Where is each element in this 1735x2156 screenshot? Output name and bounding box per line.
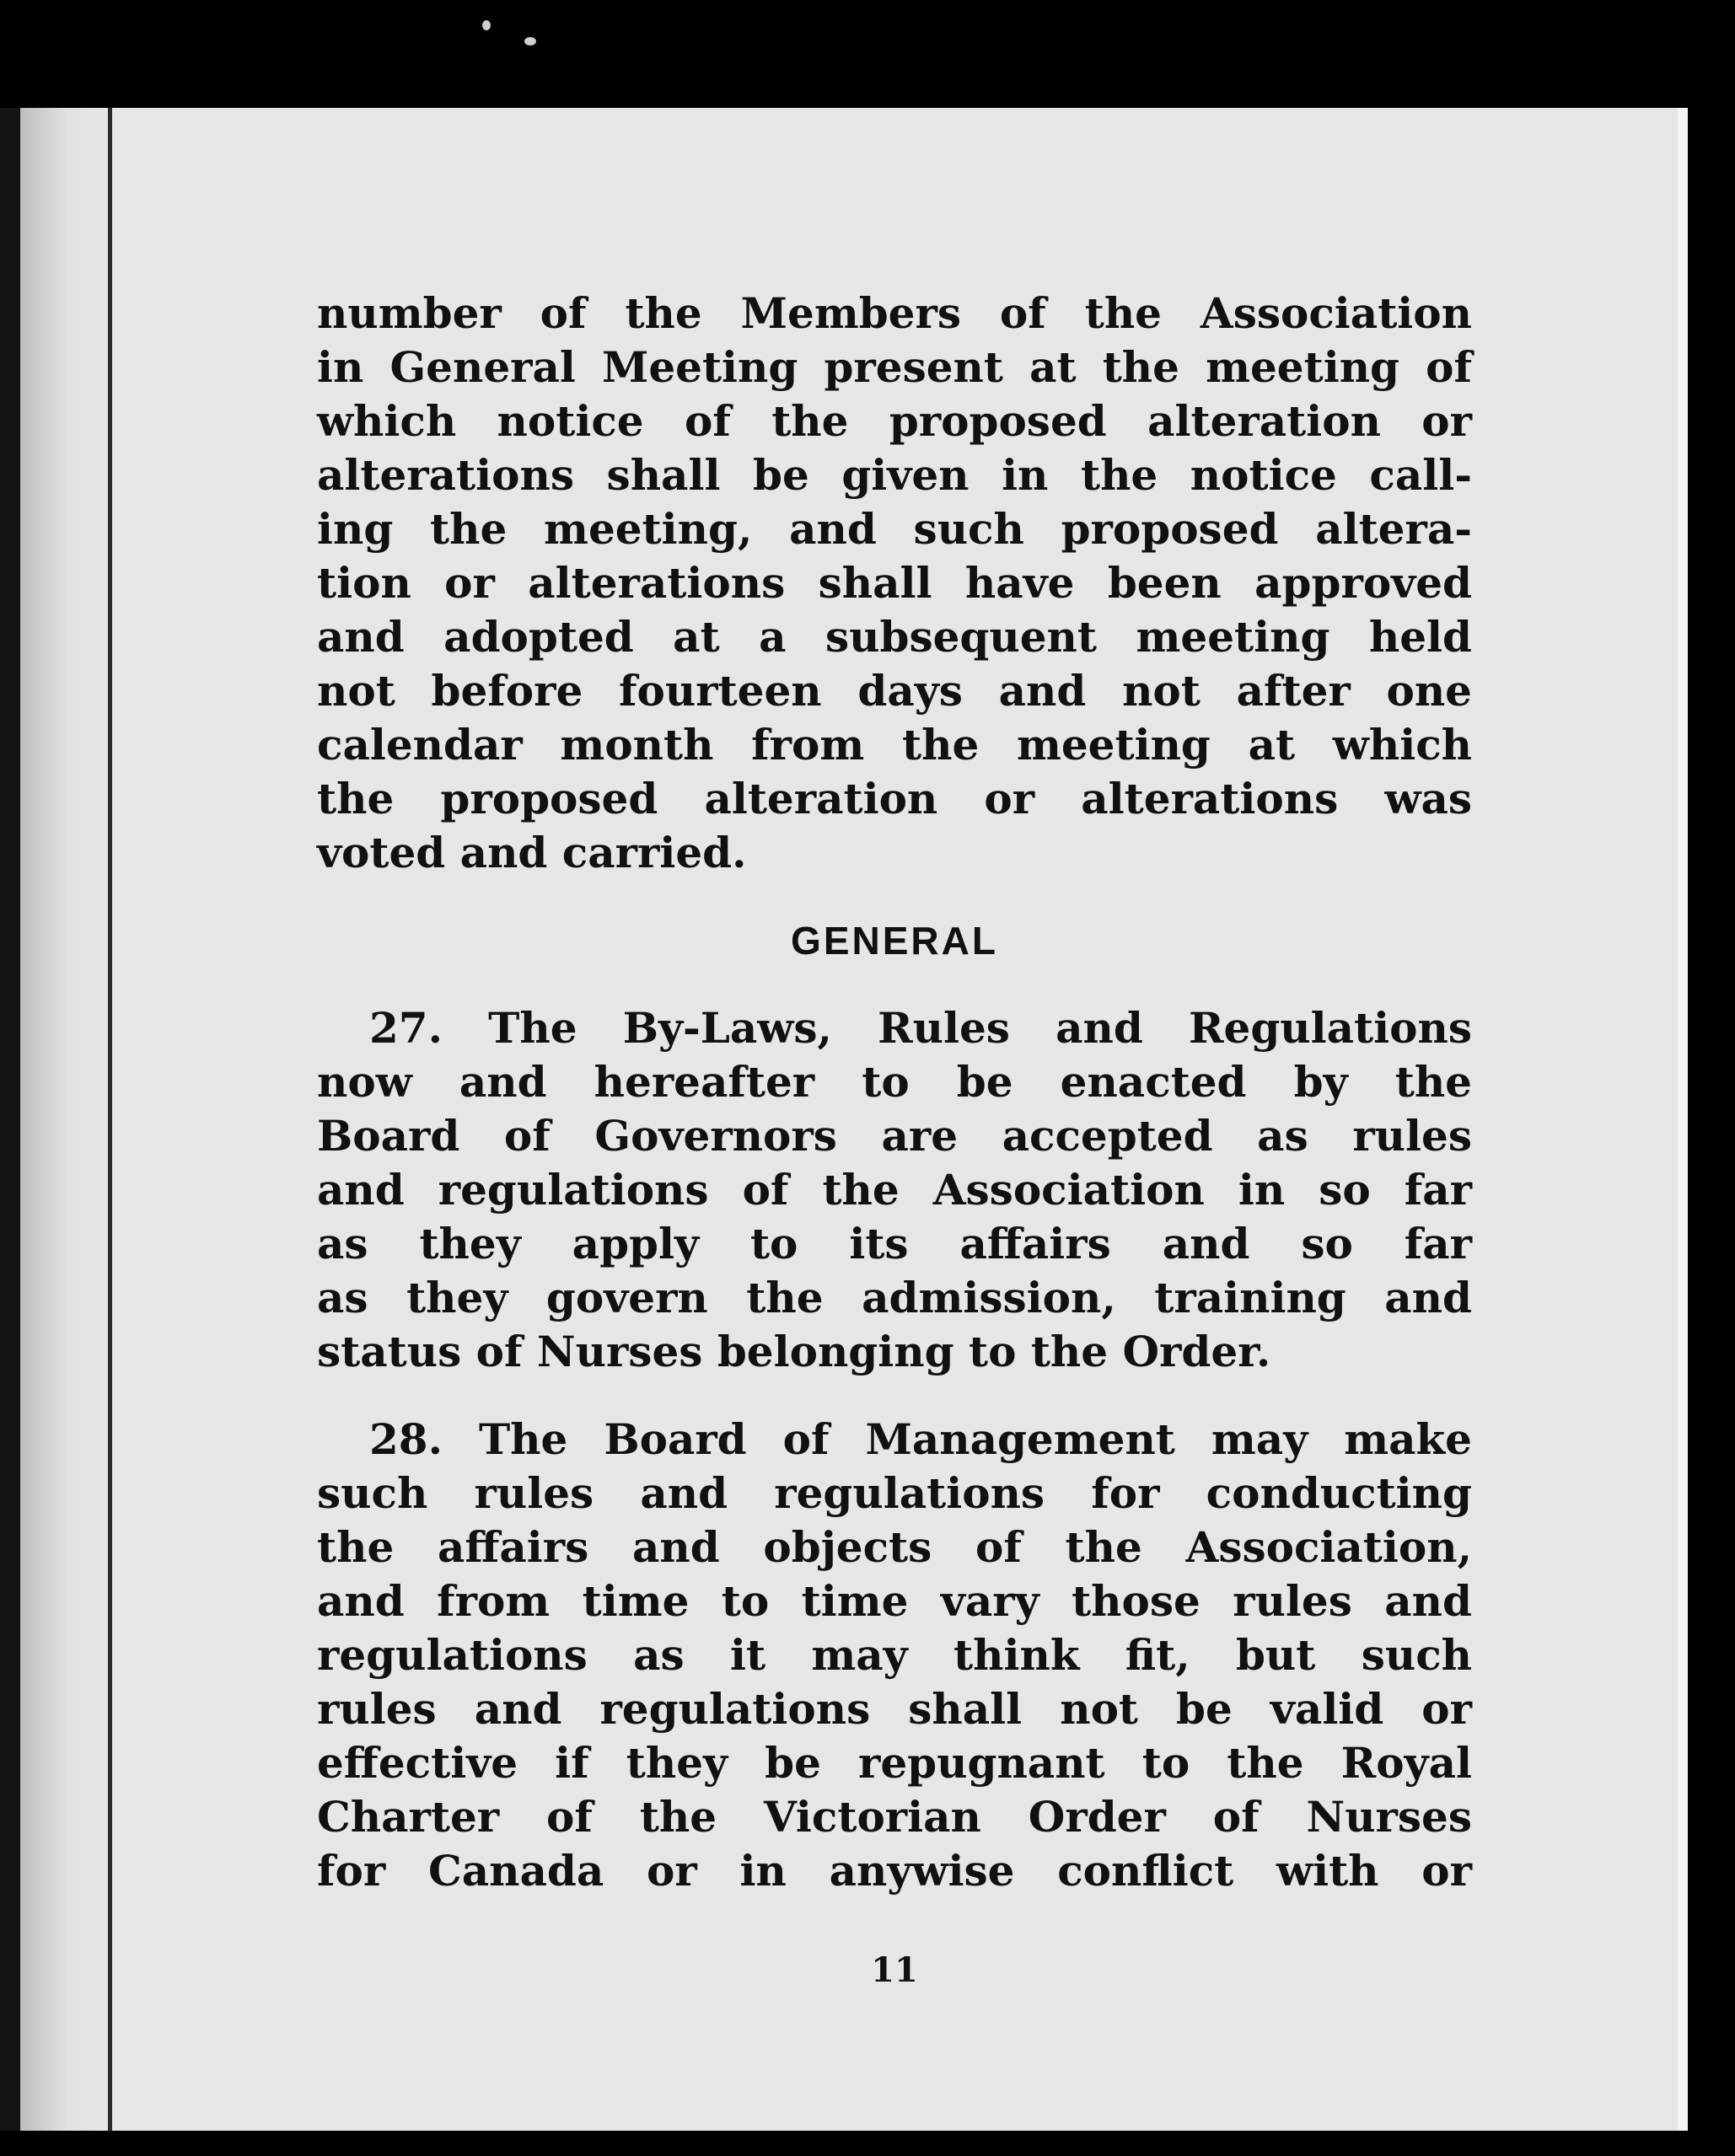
section-27-line: status of Nurses belonging to the Order. — [317, 1327, 1271, 1376]
page-number: 11 — [871, 1950, 918, 1990]
section-27-line: Board of Governors are accepted as rules — [317, 1111, 1472, 1161]
section-28-line: for Canada or in anywise conflict with or — [317, 1846, 1472, 1896]
section-27-line: now and hereafter to be enacted by the — [317, 1057, 1472, 1107]
section-28-line: regulations as it may think fit, but such — [317, 1630, 1472, 1680]
left-page-edge — [0, 108, 20, 2131]
text-line: the proposed alteration or alterations was — [317, 774, 1472, 823]
scan-speck — [524, 37, 536, 46]
section-28-line: rules and regulations shall not be valid or — [317, 1684, 1472, 1734]
text-line: not before fourteen days and not after one — [317, 666, 1472, 716]
section-27-line: and regulations of the Association in so far — [317, 1165, 1472, 1215]
text-line: calendar month from the meeting at which — [317, 720, 1472, 770]
right-page-edge — [1678, 108, 1688, 2131]
section-28-line: Charter of the Victorian Order of Nurses — [317, 1792, 1472, 1842]
section-27-line: as they govern the admission, training and — [317, 1273, 1472, 1322]
section-28-line: 28. The Board of Management may make — [369, 1414, 1472, 1464]
text-line: and adopted at a subsequent meeting held — [317, 612, 1472, 662]
text-line: in General Meeting present at the meeting of — [317, 342, 1472, 392]
text-line: tion or alterations shall have been approved — [317, 558, 1472, 608]
paragraph-gap — [317, 1379, 1472, 1413]
section-28-line: such rules and regulations for conducting — [317, 1468, 1472, 1518]
binding-line — [108, 108, 112, 2131]
section-28-line: and from time to time vary those rules and — [317, 1576, 1472, 1626]
section-28-line: effective if they be repugnant to the Royal — [317, 1738, 1472, 1788]
section-28-line: the affairs and objects of the Association, — [317, 1522, 1472, 1572]
body-text — [317, 287, 1472, 1898]
section-heading: GENERAL — [791, 919, 998, 963]
section-27-line: 27. The By-Laws, Rules and Regulations — [369, 1003, 1472, 1053]
scan-speck — [482, 20, 491, 30]
text-line: alterations shall be given in the notice call- — [317, 450, 1472, 500]
text-line: number of the Members of the Association — [317, 288, 1472, 338]
text-line: which notice of the proposed alteration or — [317, 396, 1472, 446]
page-gutter-shadow — [20, 108, 105, 2131]
text-line: ing the meeting, and such proposed altera- — [317, 504, 1472, 554]
section-27-line: as they apply to its affairs and so far — [317, 1219, 1472, 1268]
text-line: voted and carried. — [317, 828, 747, 877]
